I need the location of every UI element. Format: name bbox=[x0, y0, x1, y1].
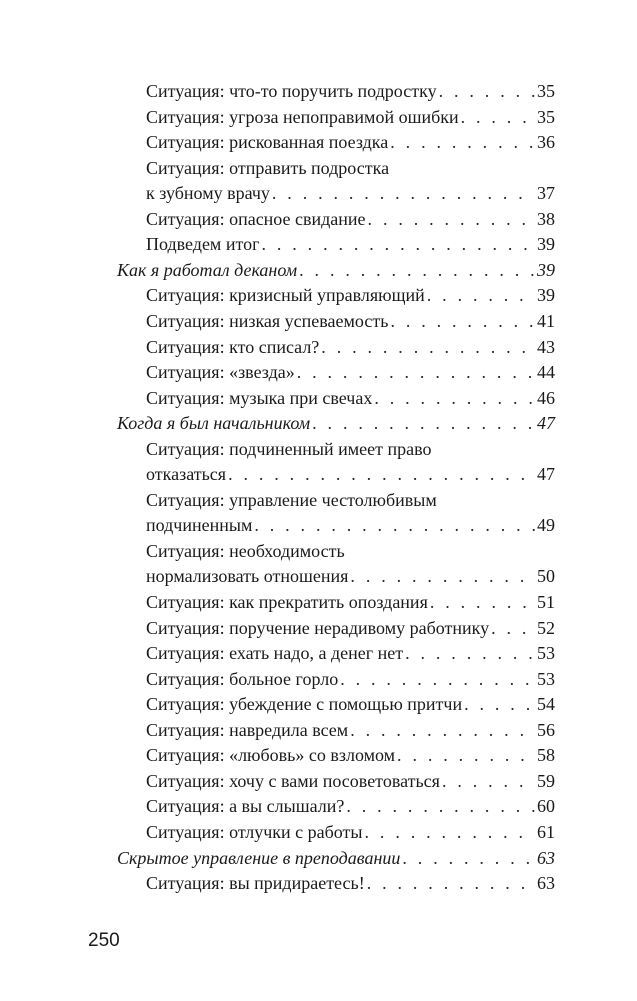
dot-leader bbox=[390, 308, 535, 334]
toc-entry-page: 60 bbox=[537, 796, 555, 817]
toc-entry bbox=[146, 870, 555, 896]
dot-leader bbox=[346, 793, 535, 819]
toc-entry-title-line: Ситуация: отправить подростка bbox=[146, 157, 390, 178]
toc-entry-page: 43 bbox=[537, 336, 555, 357]
dot-leader bbox=[439, 78, 535, 104]
toc-entry bbox=[146, 231, 555, 257]
dot-leader bbox=[430, 589, 535, 615]
dot-leader bbox=[228, 461, 535, 487]
dot-leader bbox=[340, 666, 535, 692]
dot-leader bbox=[427, 282, 535, 308]
toc-entry-page: 39 bbox=[537, 234, 555, 255]
toc-entry bbox=[146, 589, 555, 615]
toc-entry-page: 56 bbox=[537, 719, 555, 740]
toc-section-entry bbox=[117, 845, 555, 871]
toc-entry bbox=[146, 385, 555, 411]
toc-entry-page: 35 bbox=[537, 81, 555, 101]
toc-entry-title-line: Ситуация: необходимость bbox=[146, 540, 345, 561]
toc-entry-title: Ситуация: «звезда» bbox=[146, 362, 295, 383]
toc-entry bbox=[146, 768, 555, 794]
toc-section-entry bbox=[117, 257, 555, 283]
toc-entry bbox=[146, 461, 555, 487]
toc-entry-page: 50 bbox=[537, 566, 555, 587]
toc-entry bbox=[146, 742, 555, 768]
toc-entry-title: Ситуация: что-то поручить подростку bbox=[146, 81, 437, 101]
dot-leader bbox=[261, 231, 535, 257]
dot-leader bbox=[367, 870, 535, 896]
dot-leader bbox=[365, 819, 535, 845]
dot-leader bbox=[368, 206, 535, 232]
toc-entry-page: 51 bbox=[537, 592, 555, 612]
toc-entry bbox=[146, 180, 555, 206]
toc-entry-title: Ситуация: опасное свидание bbox=[146, 208, 366, 229]
dot-leader bbox=[254, 512, 535, 538]
toc-entry-page: 46 bbox=[537, 387, 555, 408]
toc-entry-page: 59 bbox=[537, 770, 555, 791]
toc-entry-page: 39 bbox=[537, 285, 555, 306]
toc-entry-title: Когда я был начальником bbox=[117, 413, 311, 434]
toc-entry-page: 44 bbox=[537, 362, 555, 383]
toc-entry bbox=[146, 308, 555, 334]
toc-entry bbox=[146, 563, 555, 589]
dot-leader bbox=[442, 768, 535, 794]
toc-entry-page: 52 bbox=[537, 617, 555, 638]
toc-entry bbox=[146, 282, 555, 308]
toc-entry bbox=[146, 78, 555, 104]
toc-entry-page: 53 bbox=[537, 668, 555, 689]
toc-entry bbox=[146, 359, 555, 385]
toc-entry-page: 47 bbox=[537, 413, 555, 434]
toc-entry-title: Ситуация: больное горло bbox=[146, 668, 339, 689]
toc-entry-title: Ситуация: вы придираетесь! bbox=[146, 873, 365, 894]
toc-entry-page: 54 bbox=[537, 694, 555, 715]
toc-entry-title: Ситуация: ехать надо, а денег нет bbox=[146, 643, 404, 664]
dot-leader bbox=[405, 640, 535, 666]
dot-leader bbox=[321, 334, 535, 360]
toc-entry-page: 61 bbox=[537, 821, 555, 842]
toc-entry-page: 63 bbox=[537, 847, 555, 868]
toc-entry-page: 37 bbox=[537, 183, 555, 204]
toc-entry-page: 38 bbox=[537, 208, 555, 229]
toc-entry-title: Ситуация: отлучки с работы bbox=[146, 821, 363, 842]
toc-entry-title: Ситуация: как прекратить опоздания bbox=[146, 592, 428, 612]
toc-entry-title: Ситуация: навредила всем bbox=[146, 719, 349, 740]
dot-leader bbox=[374, 385, 535, 411]
toc-entry bbox=[146, 206, 555, 232]
toc-entry-title: Ситуация: рискованная поездка bbox=[146, 132, 389, 153]
dot-leader bbox=[299, 257, 535, 283]
toc-entry-title: Ситуация: поручение нерадивому работнику bbox=[146, 617, 490, 638]
toc-entry-title: Ситуация: кто списал? bbox=[146, 336, 320, 357]
toc-entry-title: к зубному врачу bbox=[146, 183, 270, 204]
toc-entry bbox=[146, 717, 555, 743]
toc-entry-title: Ситуация: низкая успеваемость bbox=[146, 310, 389, 331]
toc-entry bbox=[146, 512, 555, 538]
toc-entry-page: 35 bbox=[537, 106, 555, 127]
dot-leader bbox=[390, 129, 535, 155]
dot-leader bbox=[350, 717, 535, 743]
toc-entry-page: 58 bbox=[537, 745, 555, 766]
toc-entry-title: Ситуация: угроза непоправимой ошибки bbox=[146, 106, 459, 127]
toc-entry bbox=[146, 666, 555, 692]
toc-entry-title: Ситуация: музыка при свечах bbox=[146, 387, 373, 408]
toc-entry bbox=[146, 691, 555, 717]
toc-entry-title: Ситуация: а вы слышали? bbox=[146, 796, 345, 817]
dot-leader bbox=[272, 180, 535, 206]
toc-entry bbox=[146, 615, 555, 641]
toc-entry-page: 36 bbox=[537, 132, 555, 153]
toc-entry-title: отказаться bbox=[146, 464, 227, 485]
dot-leader bbox=[312, 410, 535, 436]
toc-entry-title: Ситуация: кризисный управляющий bbox=[146, 285, 425, 306]
toc-entry-title-line: Ситуация: подчиненный имеет право bbox=[146, 438, 432, 459]
toc-entry-title: Ситуация: убеждение с помощью притчи bbox=[146, 694, 463, 715]
toc-entry-title: Подведем итог bbox=[146, 234, 260, 255]
toc-entry-title: Скрытое управление в преподавании bbox=[117, 847, 401, 868]
toc-entry-page: 39 bbox=[537, 259, 555, 280]
toc-section-entry bbox=[117, 410, 555, 436]
toc-entry-title: Ситуация: хочу с вами посоветоваться bbox=[146, 770, 440, 791]
toc-entry-page: 63 bbox=[537, 873, 555, 894]
toc-entry-page: 47 bbox=[537, 464, 555, 485]
toc-entry-title-line: Ситуация: управление честолюбивым bbox=[146, 489, 437, 510]
dot-leader bbox=[491, 615, 535, 641]
dot-leader bbox=[464, 691, 535, 717]
toc-entry-page: 41 bbox=[537, 310, 555, 331]
dot-leader bbox=[397, 742, 535, 768]
toc-entry bbox=[146, 104, 555, 130]
toc-entry bbox=[146, 793, 555, 819]
toc-entry-title: Как я работал деканом bbox=[117, 259, 298, 280]
dot-leader bbox=[350, 563, 535, 589]
toc-entry-page: 49 bbox=[537, 515, 555, 536]
dot-leader bbox=[402, 845, 535, 871]
toc-entry-title: нормализовать отношения bbox=[146, 566, 349, 587]
dot-leader bbox=[461, 104, 535, 130]
toc-entry-page: 53 bbox=[537, 643, 555, 664]
toc-entry bbox=[146, 819, 555, 845]
toc-entry bbox=[146, 129, 555, 155]
page-number: 250 bbox=[88, 930, 120, 951]
toc-entry bbox=[146, 334, 555, 360]
toc-entry-title: подчиненным bbox=[146, 515, 253, 536]
dot-leader bbox=[297, 359, 535, 385]
toc-entry bbox=[146, 640, 555, 666]
toc-entry-title: Ситуация: «любовь» со взломом bbox=[146, 745, 396, 766]
